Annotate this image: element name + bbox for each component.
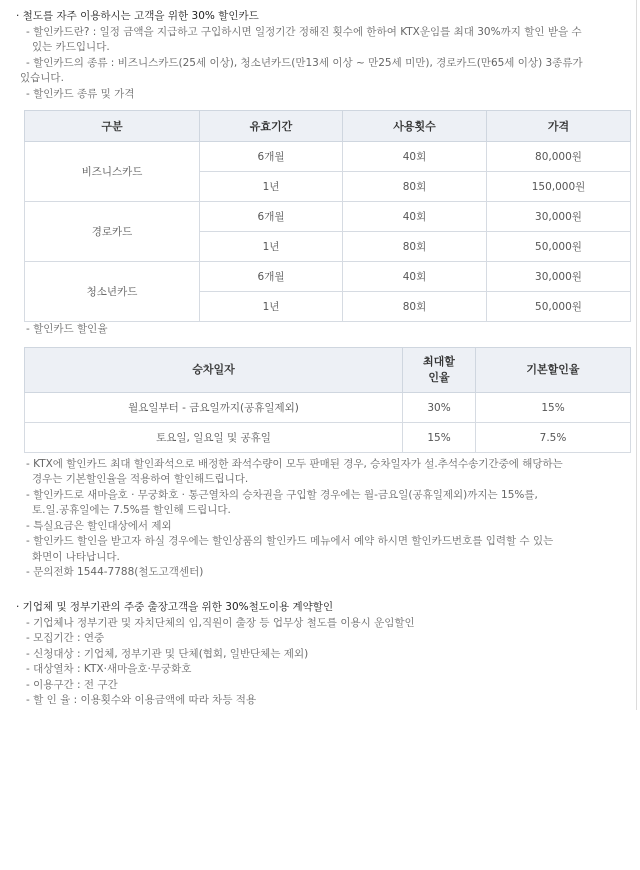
table-cell: 15% (476, 393, 631, 423)
table-cell: 토요일, 일요일 및 공휴일 (25, 423, 403, 453)
column-header: 사용횟수 (343, 111, 487, 142)
table-cell: 80회 (343, 172, 487, 202)
table-row (25, 142, 631, 172)
table-cell: 6개월 (200, 142, 343, 172)
note-line: - 할인카드로 새마을호 · 무궁화호 · 통근열차의 승차권을 구입할 경우에는 월-금요일(공휴일제외)까지는 15%를, (26, 489, 538, 501)
note-line: - 문의전화 1544-7788(철도고객센터) (26, 566, 204, 578)
note-line: 경우는 기본할인율을 적용하여 할인해드립니다. (32, 473, 249, 485)
card-type-cell: 경로카드 (25, 202, 200, 262)
section1-line: - 할인카드란? : 일정 금액을 지급하고 구입하시면 일정기간 정해진 횟수에 한하여 KTX운임를 최대 30%까지 할인 받을 수 (26, 26, 582, 38)
table-cell: 15% (403, 423, 476, 453)
table-cell: 1년 (200, 172, 343, 202)
column-header: 유효기간 (200, 111, 343, 142)
table-cell: 80회 (343, 292, 487, 322)
table-cell: 80,000원 (487, 142, 631, 172)
table-cell: 6개월 (200, 202, 343, 232)
column-header: 승차일자 (25, 348, 403, 393)
table-row (25, 262, 631, 292)
table-cell: 50,000원 (487, 232, 631, 262)
table-cell: 40회 (343, 142, 487, 172)
note-line: - 특실요금은 할인대상에서 제외 (26, 520, 172, 532)
table-header-row (25, 111, 631, 142)
content-frame-border (636, 0, 637, 710)
column-header: 기본할인율 (476, 348, 631, 393)
section1-line: - 할인카드 종류 및 가격 (26, 88, 135, 100)
table-cell: 40회 (343, 262, 487, 292)
table-row (25, 393, 631, 423)
card-type-cell: 비즈니스카드 (25, 142, 200, 202)
column-header: 구분 (25, 111, 200, 142)
table-cell: 7.5% (476, 423, 631, 453)
table-row (25, 423, 631, 453)
discount-rate-table (24, 347, 631, 453)
section1-line: - 할인카드의 종류 : 비즈니스카드(25세 이상), 청소년카드(만13세 이상 ~ 만25세 미만), 경로카드(만65세 이상) 3종류가 (26, 57, 583, 69)
table-cell: 월요일부터 - 금요일까지(공휴일제외) (25, 393, 403, 423)
column-header: 가격 (487, 111, 631, 142)
table-header-row (25, 348, 631, 393)
section2-line: - 할 인 율 : 이용횟수와 이용금액에 따라 차등 적용 (26, 694, 257, 706)
table-cell: 150,000원 (487, 172, 631, 202)
section2-line: - 모집기간 : 연중 (26, 632, 105, 644)
section2-line: - 대상열차 : KTX·새마을호·무궁화호 (26, 663, 192, 675)
note-line: 토.일.공휴일에는 7.5%를 할인해 드립니다. (32, 504, 231, 516)
table-cell: 30,000원 (487, 262, 631, 292)
section1-title: · 철도를 자주 이용하시는 고객을 위한 30% 할인카드 (16, 10, 259, 22)
section2-line: - 이용구간 : 전 구간 (26, 679, 118, 691)
section2-line: - 기업체나 정부기관 및 자치단체의 임,직원이 출장 등 업무상 철도를 이용시 운임할인 (26, 617, 415, 629)
section1-line: 있습니다. (20, 72, 64, 84)
rate-table-label: - 할인카드 할인율 (26, 323, 108, 335)
price-table (24, 110, 631, 322)
table-cell: 30,000원 (487, 202, 631, 232)
column-header: 최대할 인율 (403, 348, 476, 393)
table-row (25, 202, 631, 232)
section2-title: · 기업체 및 정부기관의 주중 출장고객을 위한 30%철도이용 계약할인 (16, 601, 334, 613)
table-cell: 40회 (343, 202, 487, 232)
table-cell: 6개월 (200, 262, 343, 292)
section1-line: 있는 카드입니다. (32, 41, 110, 53)
card-type-cell: 청소년카드 (25, 262, 200, 322)
table-cell: 30% (403, 393, 476, 423)
section2-line: - 신청대상 : 기업체, 정부기관 및 단체(협회, 일반단체는 제외) (26, 648, 309, 660)
note-line: - KTX에 할인카드 최대 할인좌석으로 배정한 좌석수량이 모두 판매된 경우, 승차일자가 설.추석수송기간중에 해당하는 (26, 458, 563, 470)
table-cell: 80회 (343, 232, 487, 262)
table-cell: 1년 (200, 232, 343, 262)
table-cell: 1년 (200, 292, 343, 322)
table-cell: 50,000원 (487, 292, 631, 322)
note-line: 화면이 나타납니다. (32, 551, 120, 563)
note-line: - 할인카드 할인을 받고자 하실 경우에는 할인상품의 할인카드 메뉴에서 예약 하시면 할인카드번호를 입력할 수 있는 (26, 535, 554, 547)
